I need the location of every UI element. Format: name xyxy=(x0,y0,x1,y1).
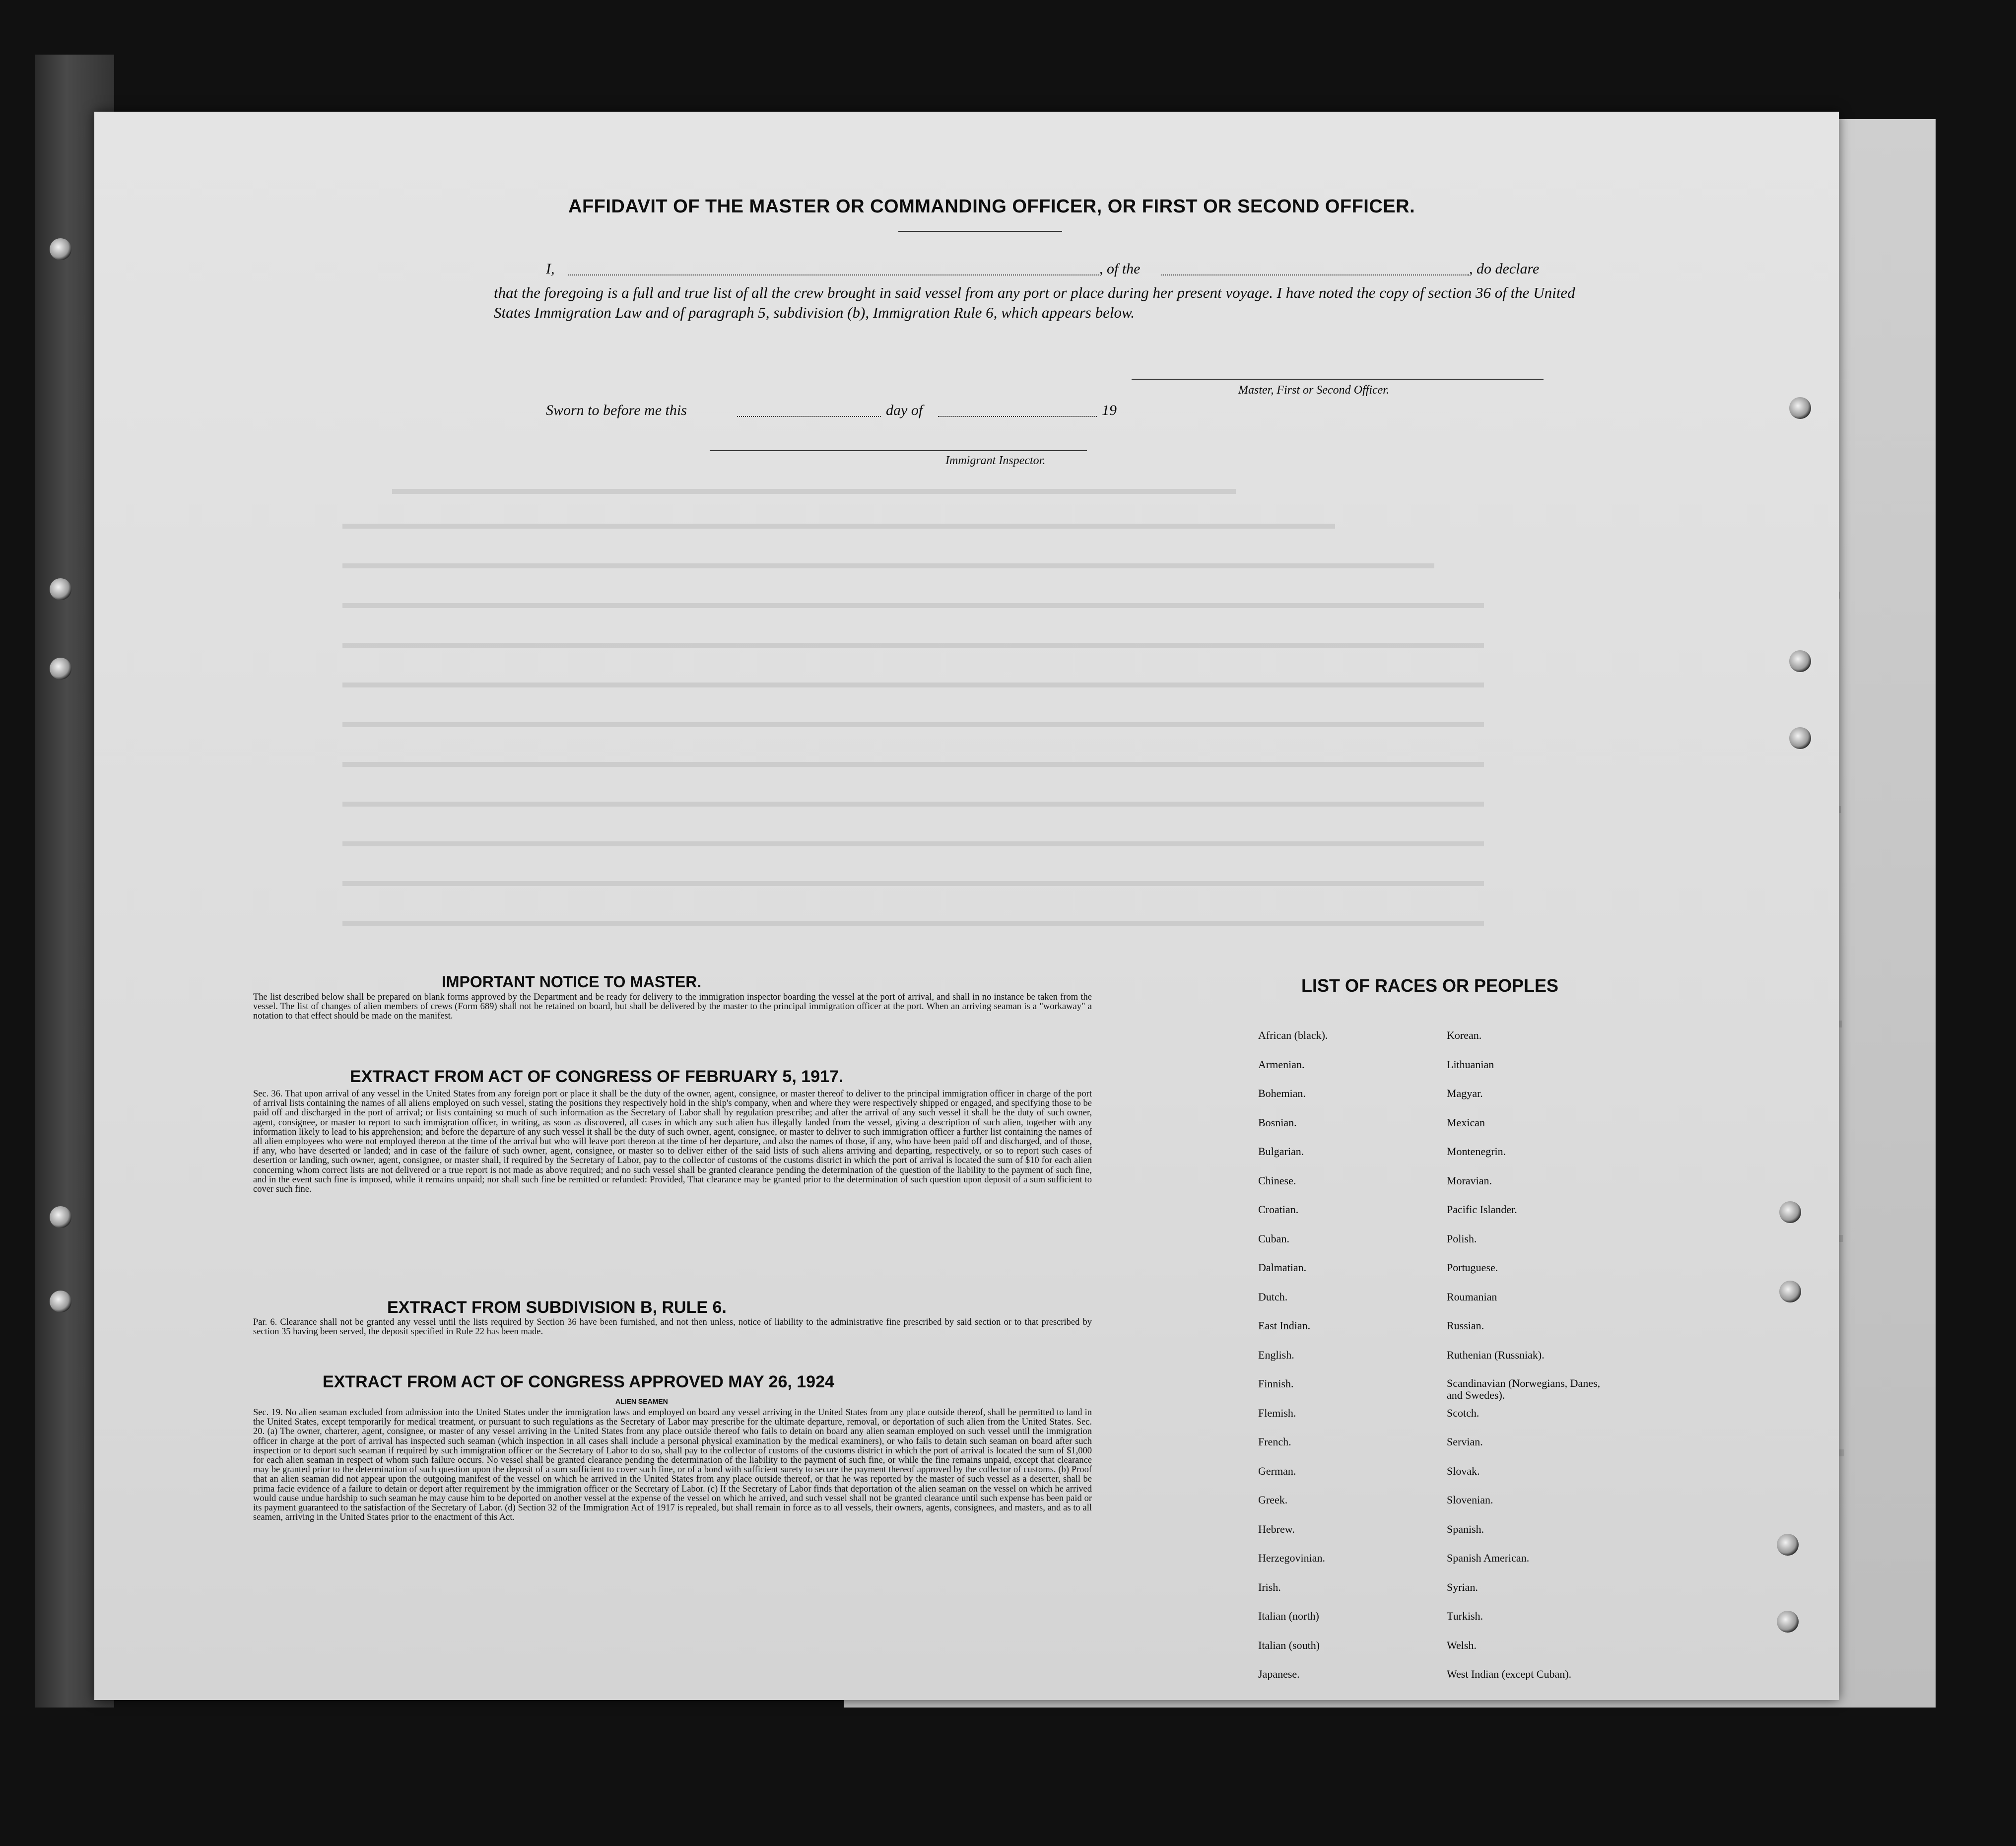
race-item: Turkish. xyxy=(1447,1610,1483,1622)
race-item: Moravian. xyxy=(1447,1174,1492,1187)
race-item: Croatian. xyxy=(1258,1203,1299,1216)
race-item: West Indian (except Cuban). xyxy=(1447,1668,1572,1680)
sworn-month-blank xyxy=(938,402,1097,417)
race-item: Magyar. xyxy=(1447,1087,1483,1099)
declaration-do-declare: , do declare xyxy=(1469,261,1540,277)
binder-hole xyxy=(50,658,71,680)
binder-hole xyxy=(1789,650,1811,672)
race-item: Slovenian. xyxy=(1447,1494,1493,1506)
race-item: Syrian. xyxy=(1447,1580,1478,1593)
race-item: Armenian. xyxy=(1258,1058,1305,1071)
bleed-through-line xyxy=(342,603,1484,608)
notice-text: The list described below shall be prepared on blank forms approved by the Department and be ready for delivery to the immigration inspector boarding the vessel at the port of arrival, and shall in no instance be taken from the vessel. The list of changes of alien members of crews (Form 689) shall not be retained on board, but shall be delivered by the master to the principal immigration officer at the port. When an arriving seaman is a "workaway" a notation to that effect should be made on the manifest. xyxy=(253,992,1092,1022)
extract-1917-title: EXTRACT FROM ACT OF CONGRESS OF FEBRUARY 5, 1917. xyxy=(350,1067,844,1086)
extract-1917-text: Sec. 36. That upon arrival of any vessel in the United States from any foreign port or place it shall be the duty of the owner, agent, consignee, or master thereof to deliver to the principal immigration officer in charge of the port of arrival lists containing the names of all aliens employed on such vessel, stating the positions they respectively hold in the ship's company, when and where they were respectively shipped or engaged, and specifying those to be paid off and discharged in the port of arrival; or lists containing so much of such information as the Secretary of Labor shall by regulation prescribe; and after the arrival of any such vessel it shall be the duty of such owner, agent, consignee, or master to report to such immigration officer, in writing, as soon as discovered, all cases in which any such alien has illegally landed from the vessel, giving a description of such alien, together with any information likely to lead to his apprehension; and before the departure of any such vessel it shall be the duty of such owner, agent, consignee, or master to deliver to such immigration officer a further list containing the names of all alien employees who were not employed thereon at the time of the arrival but who will leave port thereon at the time of her departure, and also the names of those, if any, who have been paid off and discharged, and of those, if any, who have deserted or landed; and in case of the failure of such owner, agent, consignee, or master so to deliver either of the said lists of such aliens arriving and departing, respectively, or so to report such cases of desertion or landing, such owner, agent, consignee, or master shall, if required by the Secretary of Labor, pay to the collector of customs of the customs district in which the port of arrival is located the sum of $10 for each alien concerning whom correct lists are not delivered or a true report is not made as above required; and no such vessel shall be granted clearance pending the determination of the question of the liability to the payment of such fine, and in the event such fine is imposed, while it remains unpaid; nor shall such fine be remitted or refunded: Provided, That clearance may be granted prior to the determination of such question upon deposit of a sum sufficient to cover such fine. xyxy=(253,1089,1092,1195)
bleed-through-line xyxy=(342,524,1335,529)
bleed-through-line xyxy=(342,643,1484,648)
sworn-text: Sworn to before me this xyxy=(546,402,687,418)
race-item: Polish. xyxy=(1447,1232,1477,1245)
extract-1924-title: EXTRACT FROM ACT OF CONGRESS APPROVED MAY 26, 1924 xyxy=(323,1372,834,1391)
affidavit-page xyxy=(94,112,1839,1700)
notice-title: IMPORTANT NOTICE TO MASTER. xyxy=(442,973,702,991)
binder-hole xyxy=(50,1206,71,1228)
binder-hole xyxy=(1779,1201,1801,1223)
race-item: Dutch. xyxy=(1258,1290,1288,1303)
declaration-of-the: , of the xyxy=(1099,261,1141,277)
race-item: Irish. xyxy=(1258,1580,1281,1593)
declaration-text: that the foregoing is a full and true list of all the crew brought in said vessel from any port or place during her present voyage. I have noted the copy of section 36 of the United States Immigration Law and of paragraph 5, subdivision (b), Immigration Rule 6, which appears below. xyxy=(494,284,1575,321)
bleed-through-line xyxy=(342,762,1484,767)
race-item: Hebrew. xyxy=(1258,1522,1295,1535)
signature-line xyxy=(1132,379,1544,380)
binder-hole xyxy=(1789,727,1811,749)
race-item: Ruthenian (Russniak). xyxy=(1447,1348,1545,1361)
bleed-through-line xyxy=(342,802,1484,807)
race-item: Korean. xyxy=(1447,1029,1482,1041)
race-item: Italian (north) xyxy=(1258,1610,1319,1622)
binder-hole xyxy=(1777,1534,1799,1556)
sworn-day-of: day of xyxy=(886,402,923,418)
affidavit-title: AFFIDAVIT OF THE MASTER OR COMMANDING OFFICER, OR FIRST OR SECOND OFFICER. xyxy=(568,196,1415,217)
bleed-through-line xyxy=(342,921,1484,926)
race-item: German. xyxy=(1258,1464,1296,1477)
races-title: LIST OF RACES OR PEOPLES xyxy=(1301,975,1559,996)
bleed-through-line xyxy=(392,489,1236,494)
race-item: Japanese. xyxy=(1258,1668,1300,1680)
sworn-day-blank xyxy=(737,402,881,417)
race-item: Spanish American. xyxy=(1447,1552,1530,1564)
bleed-through-line xyxy=(342,881,1484,886)
bleed-through-line xyxy=(342,683,1484,687)
race-item: Bosnian. xyxy=(1258,1116,1297,1129)
declaration-i: I, xyxy=(546,261,555,277)
binder-hole xyxy=(1789,397,1811,419)
race-item: Scotch. xyxy=(1447,1406,1479,1419)
binder-hole xyxy=(50,578,71,600)
race-item: Greek. xyxy=(1258,1494,1288,1506)
bleed-through-line xyxy=(342,722,1484,727)
race-item: Dalmatian. xyxy=(1258,1261,1307,1274)
extract-1924-subtitle: ALIEN SEAMEN xyxy=(615,1397,668,1405)
race-item: Herzegovinian. xyxy=(1258,1552,1325,1564)
race-item: Flemish. xyxy=(1258,1406,1296,1419)
sworn-year-prefix: 19 xyxy=(1102,402,1117,418)
bleed-through-line xyxy=(342,841,1484,846)
race-item: French. xyxy=(1258,1436,1291,1448)
inspector-line xyxy=(710,450,1087,451)
race-item: Scandinavian (Norwegians, Danes, and Swedes). xyxy=(1447,1377,1601,1401)
race-item: Welsh. xyxy=(1447,1639,1477,1651)
race-item: Servian. xyxy=(1447,1436,1483,1448)
race-item: Russian. xyxy=(1447,1319,1484,1332)
binder-hole xyxy=(1779,1281,1801,1302)
extract-1924-text: Sec. 19. No alien seaman excluded from admission into the United States under the immigration laws and employed on board any vessel arriving in the United States from any place outside thereof, shall be permitted to land in the United States, except temporarily for medical treatment, or pursuant to such regulations as the Secretary of Labor may prescribe for the ultimate departure, removal, or deportation of such alien from the United States. Sec. 20. (a) The owner, charterer, agent, consignee, or master of any vessel arriving in the United States from any place outside thereof who fails to detain on board any alien seaman employed on such vessel until the immigration officer in charge at the port of arrival has inspected such seaman (which inspection in all cases shall include a personal physical examination by the medical examiners), or who fails to detain such seaman on board after such inspection or to deport such seaman if required by such immigration officer or the Secretary of Labor to do so, shall pay to the collector of customs of the customs district in which the port of arrival is located the sum of $1,000 for each alien seaman in respect of whom such failure occurs. No vessel shall be granted clearance pending the determination of the liability to the payment of such fine, or while the fine remains unpaid, except that clearance may be granted prior to the determination of such question upon the deposit of a sum sufficient to cover such fine, or of a bond with sufficient surety to secure the payment thereof approved by the collector of customs. (b) Proof that an alien seaman did not appear upon the outgoing manifest of the vessel on which he arrived in the United States from any place outside thereof, or that he was reported by the master of such vessel as a deserter, shall be prima facie evidence of a failure to detain or deport after requirement by the immigration officer or the Secretary of Labor. (c) If the Secretary of Labor finds that deportation of the alien seaman on the vessel on which he arrived would cause undue hardship to such seaman he may cause him to be deported on another vessel at the expense of the vessel on which he arrived, and such vessel shall not be granted clearance until such expense has been paid or its payment guaranteed to the satisfaction of the Secretary of Labor. (d) Section 32 of the Immigration Act of 1917 is repealed, but shall remain in force as to all vessels, their owners, agents, consignees, and masters, and as to all seamen, arriving in the United States prior to the enactment of this Act. xyxy=(253,1408,1092,1523)
signature-label: Master, First or Second Officer. xyxy=(1238,384,1389,397)
race-item: Bulgarian. xyxy=(1258,1145,1304,1158)
race-item: Bohemian. xyxy=(1258,1087,1306,1099)
race-item: Italian (south) xyxy=(1258,1639,1320,1651)
bleed-through-line xyxy=(342,563,1434,568)
race-item: Spanish. xyxy=(1447,1522,1484,1535)
race-item: English. xyxy=(1258,1348,1294,1361)
race-item: Slovak. xyxy=(1447,1464,1480,1477)
extract-rule6-text: Par. 6. Clearance shall not be granted any vessel until the lists required by Section 36 have been furnished, and not then unless, notice of liability to the administrative fine prescribed by said section or to that prescribed by section 35 having been served, the deposit specified in Rule 22 has been made. xyxy=(253,1317,1092,1337)
race-item: Cuban. xyxy=(1258,1232,1289,1245)
race-item: Lithuanian xyxy=(1447,1058,1494,1071)
extract-rule6-title: EXTRACT FROM SUBDIVISION B, RULE 6. xyxy=(387,1298,727,1317)
race-item: African (black). xyxy=(1258,1029,1328,1041)
binder-hole xyxy=(50,1291,71,1312)
inspector-label: Immigrant Inspector. xyxy=(945,454,1046,467)
race-item: Finnish. xyxy=(1258,1377,1294,1390)
race-item: Chinese. xyxy=(1258,1174,1296,1187)
race-item: Montenegrin. xyxy=(1447,1145,1506,1158)
race-item: Pacific Islander. xyxy=(1447,1203,1517,1216)
vessel-blank xyxy=(1161,261,1469,275)
race-item: Mexican xyxy=(1447,1116,1485,1129)
binder-hole xyxy=(50,238,71,260)
name-blank xyxy=(568,261,1099,275)
race-item: Portuguese. xyxy=(1447,1261,1498,1274)
race-item: Roumanian xyxy=(1447,1290,1497,1303)
race-item: East Indian. xyxy=(1258,1319,1311,1332)
title-rule xyxy=(898,231,1062,232)
binder-hole xyxy=(1777,1611,1799,1633)
